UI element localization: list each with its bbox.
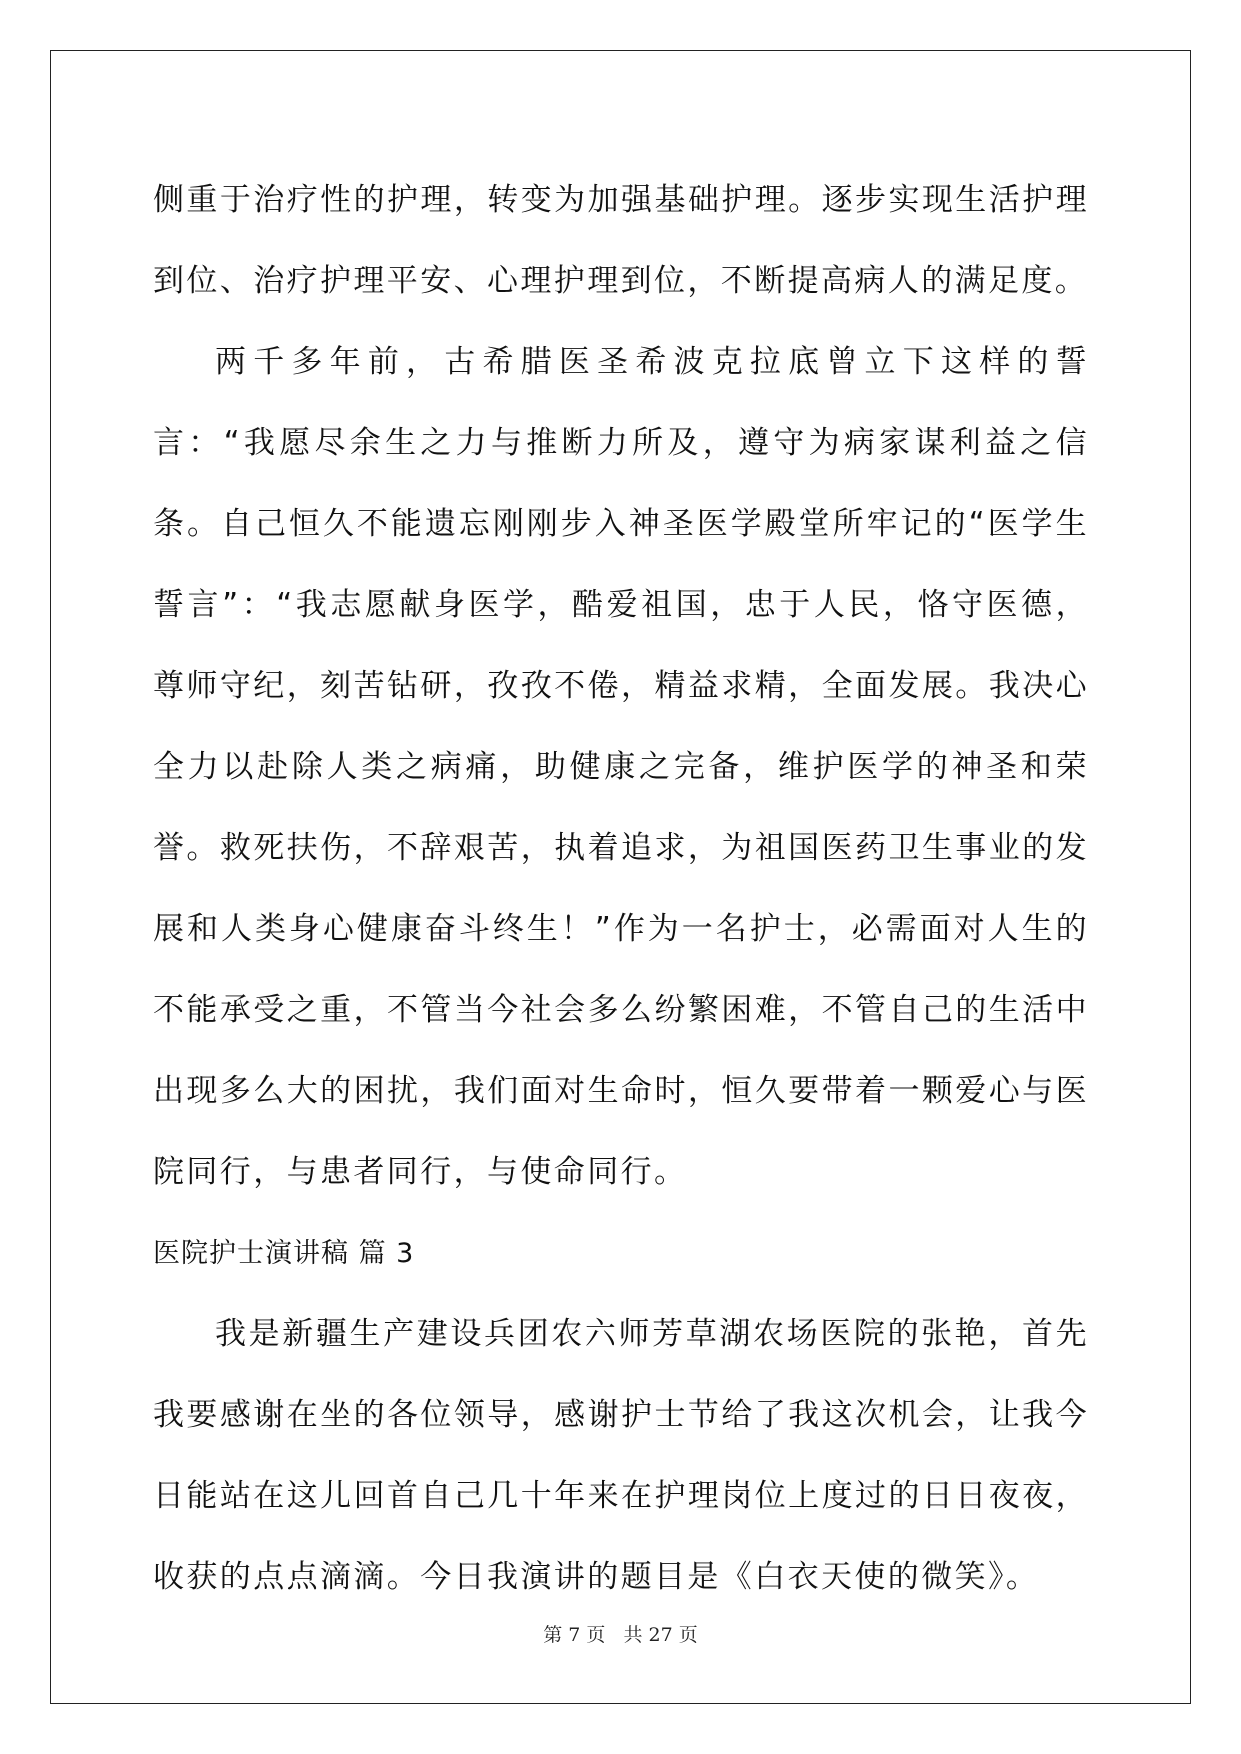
paragraph-2: 两千多年前，古希腊医圣希波克拉底曾立下这样的誓言：“我愿尽余生之力与推断力所及，遵守为病家谋利益之信条。自己恒久不能遗忘刚刚步入神圣医学殿堂所牢记的“医学生誓言”：“我志愿献身医学，酷爱祖国，忠于人民，恪守医德，尊师守纪，刻苦钻研，孜孜不倦，精益求精，全面发展。我决心全力以赴除人类之病痛，助健康之完备，维护医学的神圣和荣誉。救死扶伤，不辞艰苦，执着追求，为祖国医药卫生事业的发展和人类身心健康奋斗终生！”作为一名护士，必需面对人生的不能承受之重，不管当今社会多么纷繁困难，不管自己的生活中出现多么大的困扰，我们面对生命时，恒久要带着一颗爱心与医院同行，与患者同行，与使命同行。 — [153, 344, 1089, 1190]
page-total: 共 27 页 — [623, 1624, 698, 1646]
paragraph-1: 侧重于治疗性的护理，转变为加强基础护理。逐步实现生活护理到位、治疗护理平安、心理护理到位，不断提高病人的满足度。 — [153, 182, 1089, 299]
section-heading: 医院护士演讲稿 篇 3 — [153, 1238, 415, 1269]
page-footer — [0, 1620, 1241, 1647]
document-body — [153, 160, 1089, 1618]
paragraph-3: 我是新疆生产建设兵团农六师芳草湖农场医院的张艳，首先我要感谢在坐的各位领导，感谢护士节给了我这次机会，让我今日能站在这儿回首自己几十年来在护理岗位上度过的日日夜夜，收获的点点滴滴。今日我演讲的题目是《白衣天使的微笑》。 — [153, 1316, 1089, 1595]
page-number: 第 7 页 — [543, 1624, 606, 1646]
